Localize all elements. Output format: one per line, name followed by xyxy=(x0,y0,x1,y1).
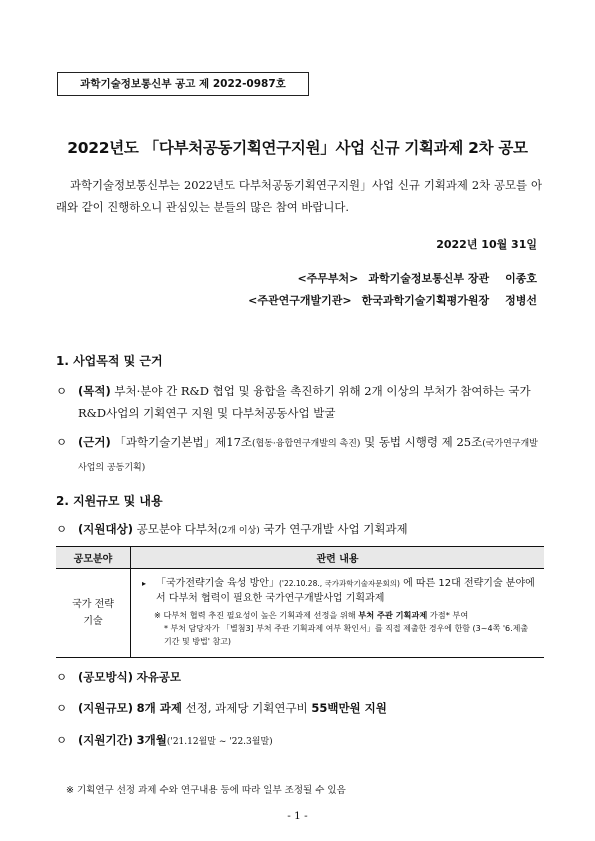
signature-name: 정병선 xyxy=(505,294,537,307)
bullet: ㅇ xyxy=(56,733,68,747)
basis-label: (근거) xyxy=(78,435,111,449)
table-header-row xyxy=(56,547,544,569)
triangle-bullet-icon: ▸ xyxy=(142,579,147,588)
purpose-label: (목적) xyxy=(78,384,111,398)
bullet: ㅇ xyxy=(56,522,68,536)
bullet: ㅇ xyxy=(56,384,68,398)
intro-paragraph: 과학기술정보통신부는 2022년도 다부처공동기획연구지원」사업 신규 기획과제 2차 공모를 아래와 같이 진행하오니 관심있는 분들의 많은 참여 바랍니다. xyxy=(56,178,542,214)
purpose-item xyxy=(56,380,542,424)
content-note-1: ※ 다부처 협력 추진 필요성이 높은 기획과제 선정을 위해 부처 주관 기획과제 가점* 부여 xyxy=(154,610,469,620)
section-1-heading: 1. 사업목적 및 근거 xyxy=(56,354,163,368)
signature-role: <주무부처> xyxy=(297,272,359,285)
content-main-line: ▸ 「국가전략기술 육성 방안」('22.10.28., 국가과학기술자문회의) 에 따른 12대 전략기술 분야에서 다부처 협력이 필요한 국가연구개발사업 기획과제 xyxy=(142,578,535,604)
scale-text: 선정, 과제당 기획연구비 xyxy=(185,701,308,715)
signature-name: 이종호 xyxy=(505,272,537,285)
scale-item xyxy=(56,697,542,719)
bullet: ㅇ xyxy=(56,670,68,684)
table-cell-content xyxy=(131,569,545,658)
method-text: 자유공모 xyxy=(136,670,182,684)
method-item xyxy=(56,666,542,688)
bullet: ㅇ xyxy=(56,701,68,715)
signature-org: 한국과학기술기획평가원장 xyxy=(361,294,490,307)
period-item xyxy=(56,729,542,753)
footnote: ※ 기획연구 선정 과제 수와 연구내용 등에 따라 일부 조정될 수 있음 xyxy=(66,785,346,796)
signature-org: 과학기술정보통신부 장관 xyxy=(368,272,490,285)
scale-count: 8개 과제 xyxy=(136,701,182,715)
table-cell-category: 국가 전략기술 xyxy=(56,569,131,658)
basis-item xyxy=(56,431,542,479)
scale-amount: 55백만원 지원 xyxy=(311,701,387,715)
signature-role: <주관연구개발기관> xyxy=(248,294,352,307)
section-2-heading: 2. 지원규모 및 내용 xyxy=(56,494,163,508)
page-number: - 1 - xyxy=(287,810,308,822)
table-row xyxy=(56,569,544,658)
signature-line-agency xyxy=(248,292,537,308)
target-note: (2개 이상) xyxy=(218,526,260,536)
target-item xyxy=(56,518,542,542)
document-title: 2022년도 「다부처공동기획연구지원」사업 신규 기획과제 2차 공모 xyxy=(67,139,528,157)
purpose-text: 부처·분야 간 R&D 협업 및 융합을 촉진하기 위해 2개 이상의 부처가 참여하는 국가 R&D사업의 기획연구 지원 및 다부처공동사업 발굴 xyxy=(78,384,531,420)
notice-number-box: 과학기술정보통신부 공고 제 2022-0987호 xyxy=(57,72,309,96)
table-header-content: 관련 내용 xyxy=(131,547,545,569)
target-text: 공모분야 다부처 xyxy=(136,522,219,536)
announcement-date: 2022년 10월 31일 xyxy=(436,238,537,251)
table-header-field: 공모분야 xyxy=(56,547,131,569)
content-note-2: * 부처 담당자가 「별첨3] 부처 주관 기획과제 여부 확인서」를 직접 제출한 경우에 한함 (3~4쪽 '6.제출기간 및 방법' 참고) xyxy=(164,624,529,646)
period-range: ('21.12월말 ~ '22.3월말) xyxy=(166,737,273,747)
basis-decree: 및 동법 시행령 제 25조 xyxy=(364,435,483,449)
target-label: (지원대상) xyxy=(78,522,133,536)
period-value: 3개월 xyxy=(136,733,167,747)
period-label: (지원기간) xyxy=(78,733,133,747)
method-label: (공모방식) xyxy=(78,670,133,684)
basis-law-note: (협동·융합연구개발의 촉진) xyxy=(252,439,361,449)
basis-law: 「과학기술기본법」제17조 xyxy=(114,435,253,449)
target-text-2: 국가 연구개발 사업 기획과제 xyxy=(263,522,408,536)
support-field-table xyxy=(56,546,544,658)
signature-line-ministry xyxy=(297,270,537,286)
basis-decree-note: (국가연구개발사업의 공동기획) xyxy=(78,439,538,473)
scale-label: (지원규모) xyxy=(78,701,133,715)
bullet: ㅇ xyxy=(56,435,68,449)
